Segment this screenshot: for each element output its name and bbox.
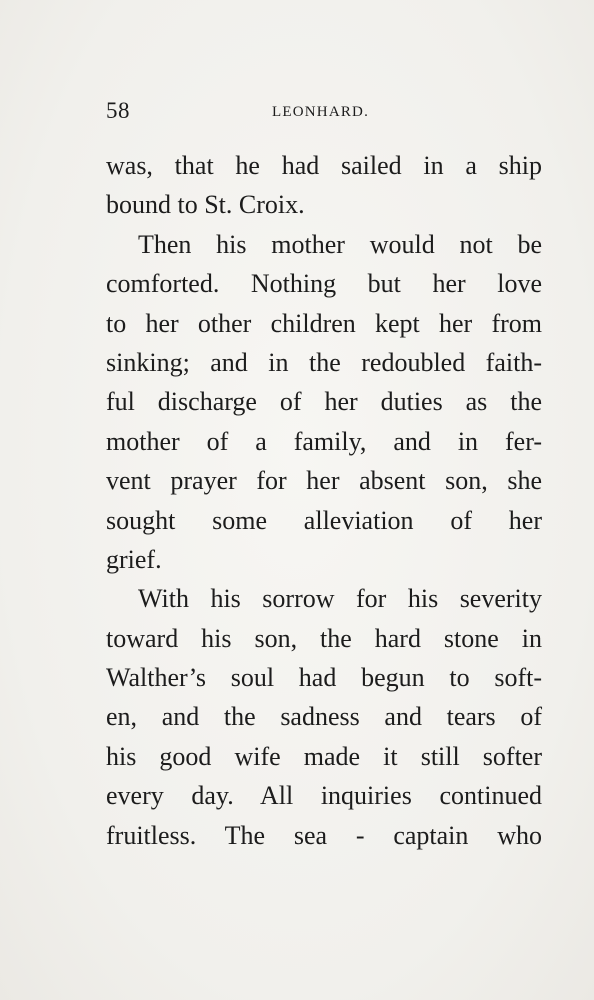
text-line: ful discharge of her duties as the [106, 387, 542, 417]
text-line: comforted. Nothing but her love [106, 269, 542, 299]
text-line: sought some alleviation of her [106, 505, 542, 535]
text-line: Then his mother would not be [138, 229, 542, 259]
body-text [106, 146, 542, 855]
text-line: bound to St. Croix. [106, 190, 305, 220]
text-line: fruitless. The sea - captain who [106, 820, 542, 850]
page-number: 58 [106, 98, 130, 123]
text-line: sinking; and in the redoubled faith- [106, 347, 542, 377]
running-head [106, 98, 542, 128]
text-line: toward his son, the hard stone in [106, 623, 542, 653]
text-line: to her other children kept her from [106, 308, 542, 338]
text-line: en, and the sadness and tears of [106, 702, 542, 732]
text-line: mother of a family, and in fer- [106, 426, 542, 456]
text-line: vent prayer for her absent son, she [106, 466, 542, 496]
text-line: was, that he had sailed in a ship [106, 151, 542, 180]
text-line: grief. [106, 544, 162, 574]
text-line: his good wife made it still softer [106, 741, 542, 771]
text-line: Walther’s soul had begun to soft- [106, 663, 542, 693]
running-title: LEONHARD. [272, 104, 370, 120]
text-line: With his sorrow for his severity [138, 584, 542, 614]
text-line: every day. All inquiries continued [106, 781, 542, 811]
